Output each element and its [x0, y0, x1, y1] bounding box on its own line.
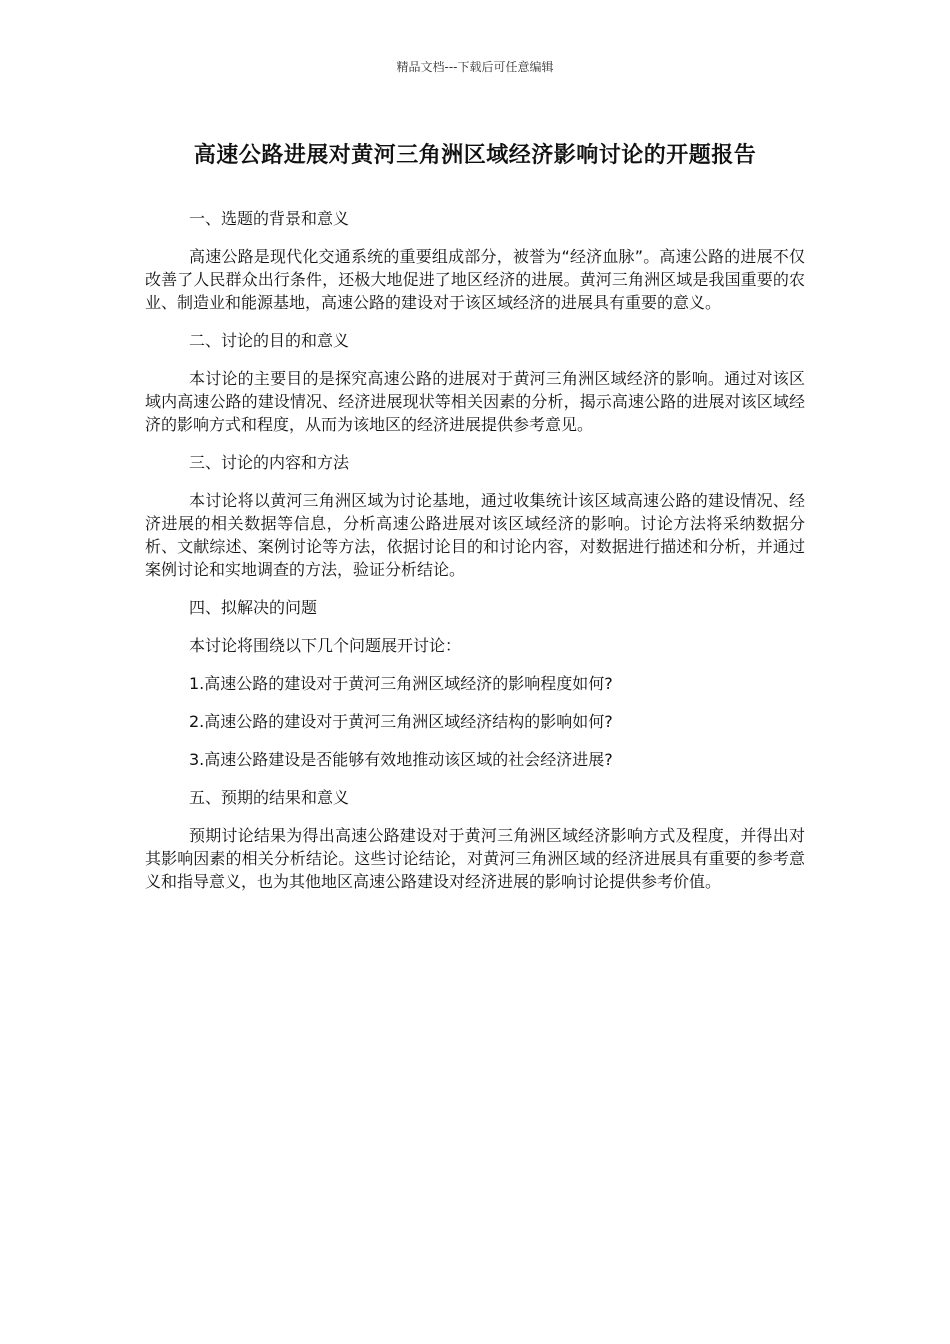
section-heading-expected-results: 五、预期的结果和意义: [189, 788, 350, 807]
problem-item-1: 1.高速公路的建设对于黄河三角洲区域经济的影响程度如何?: [189, 674, 613, 693]
section-heading-content-method: 三、讨论的内容和方法: [189, 453, 350, 472]
problems-intro: 本讨论将围绕以下几个问题展开讨论：: [189, 636, 462, 655]
paragraph-background: 高速公路是现代化交通系统的重要组成部分，被誉为“经济血脉”。高速公路的进展不仅改善了人民群众出行条件，还极大地促进了地区经济的进展。黄河三角洲区域是我国重要的农业、制造业和能源基地，高速公路的建设对于该区域经济的进展具有重要的意义。: [145, 247, 805, 312]
document-title: 高速公路进展对黄河三角洲区域经济影响讨论的开题报告: [193, 143, 757, 168]
page-header: 精品文档---下载后可任意编辑: [396, 60, 554, 74]
paragraph-expected-results: 预期讨论结果为得出高速公路建设对于黄河三角洲区域经济影响方式及程度，并得出对其影响因素的相关分析结论。这些讨论结论，对黄河三角洲区域的经济进展具有重要的参考意义和指导意义，也为其他地区高速公路建设对经济进展的影响讨论提供参考价值。: [145, 826, 805, 891]
section-heading-background: 一、选题的背景和意义: [189, 209, 350, 228]
section-heading-problems: 四、拟解决的问题: [189, 598, 318, 617]
document-body: [145, 207, 805, 908]
problem-item-3: 3.高速公路建设是否能够有效地推动该区域的社会经济进展?: [189, 750, 613, 769]
section-heading-purpose: 二、讨论的目的和意义: [189, 331, 350, 350]
problem-item-2: 2.高速公路的建设对于黄河三角洲区域经济结构的影响如何?: [189, 712, 613, 731]
paragraph-purpose: 本讨论的主要目的是探究高速公路的进展对于黄河三角洲区域经济的影响。通过对该区域内高速公路的建设情况、经济进展现状等相关因素的分析，揭示高速公路的进展对该区域经济的影响方式和程度，从而为该地区的经济进展提供参考意见。: [145, 369, 805, 434]
paragraph-content-method: 本讨论将以黄河三角洲区域为讨论基地，通过收集统计该区域高速公路的建设情况、经济进展的相关数据等信息，分析高速公路进展对该区域经济的影响。讨论方法将采纳数据分析、文献综述、案例讨论等方法，依据讨论目的和讨论内容，对数据进行描述和分析，并通过案例讨论和实地调查的方法，验证分析结论。: [145, 491, 805, 579]
